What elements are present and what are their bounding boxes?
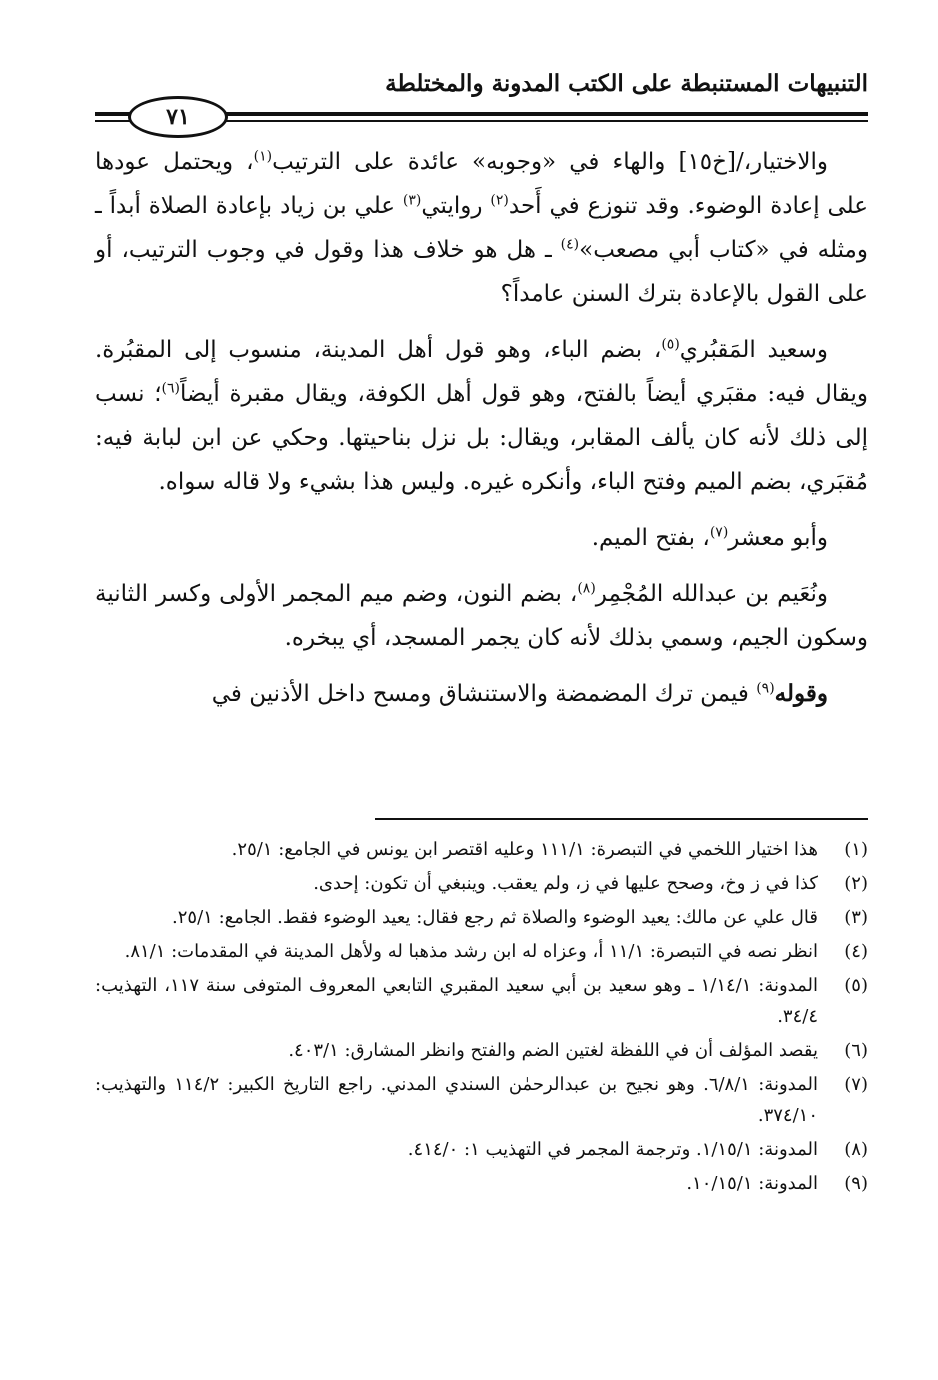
paragraph: وأبو معشر$^{(٧)}$، بفتح الميم. — [591, 524, 828, 551]
footnote-item: (٣) قال علي عن مالك: يعيد الوضوء والصلاة ثم رجع فقال: يعيد الوضوء فقط. الجامع: ٢٥/١. — [172, 907, 868, 928]
paragraph: ونُعَيم بن عبدالله المُجْمِر$^{(٨)}$، بضم النون، وضم ميم المجمر الأولى وكسر الثانية وسكون الجيم، وسمي بذلك لأنه كان يجمر المسجد، أي يبخره. — [95, 580, 868, 651]
main-text — [95, 140, 868, 716]
footnote-item: (١) هذا اختيار اللخمي في التبصرة: ١١١/١ وعليه اقتصر ابن يونس في الجامع: ٢٥/١. — [231, 839, 868, 860]
footnote-item: (٢) كذا في ز وخ، وصحح عليها في ز، ولم يعقب. وينبغي أن تكون: إحدى. — [313, 873, 868, 894]
footnote-item: (٥) المدونة: ١/١٤/١ ـ وهو سعيد بن أبي سعيد المقبري التابعي المعروف المتوفى سنة ١١٧، التهذيب: ٣٤/٤. — [95, 975, 868, 1027]
footnote-separator — [375, 818, 868, 820]
page-number-badge — [128, 96, 228, 138]
footnote-item: (٧) المدونة: ٦/٨/١. وهو نجيح بن عبدالرحمٰن السندي المدني. راجع التاريخ الكبير: ١١٤/٢ والتهذيب: ٣٧٤/١٠. — [95, 1074, 868, 1126]
page-number: ٧١ — [166, 104, 190, 130]
footnote-item: (٦) يقصد المؤلف أن في اللفظة لغتين الضم والفتح وانظر المشارق: ٤٠٣/١. — [288, 1040, 868, 1061]
footnotes — [95, 834, 868, 1202]
paragraph: وسعيد المَقبُري$^{(٥)}$، بضم الباء، وهو قول أهل المدينة، منسوب إلى المقبُرة. ويقال فيه: مقبَري أيضاً بالفتح، وهو قول أهل الكوفة، ويقال مقبرة أيضاً$^{(٦)}$؛ نسب إلى ذلك لأنه كان يألف المقابر، ويقال: بل نزل بناحيتها. وحكي عن ابن لبابة فيه: مُقبَري، بضم الميم وفتح الباء، وأنكره غيره. وليس هذا بشيء ولا قاله سواه. — [95, 336, 868, 495]
footnote-item: (٨) المدونة: ١/١٥/١. وترجمة المجمر في التهذيب ١: ٤١٤/٠. — [407, 1139, 868, 1160]
footnote-item: (٤) انظر نصه في التبصرة: ١١/١ أ، وعزاه له ابن رشد مذهبا له ولأهل المدينة في المقدمات: ٨١/١. — [124, 941, 868, 962]
paragraph: والاختيار،/[خ١٥] والهاء في «وجوبه» عائدة على الترتيب$^{(١)}$، ويحتمل عودها على إعادة الوضوء. وقد تنوزع في أَحد$^{(٢)}$ روايتي$^{(٣)}$ علي بن زياد بإعادة الصلاة أبداً ـ ومثله في «كتاب أبي مصعب»$^{(٤)}$ ـ هل هو خلاف هذا وقول في وجوب الترتيب، أو على القول بالإعادة بترك السنن عامداً؟ — [95, 148, 868, 307]
paragraph: وقوله$^{(٩)}$ فيمن ترك المضمضة والاستنشاق ومسح داخل الأذنين في — [211, 680, 828, 707]
footnote-item: (٩) المدونة: ١٠/١٥/١. — [686, 1173, 868, 1194]
running-header-title: التنبيهات المستنبطة على الكتب المدونة والمختلطة — [385, 70, 868, 97]
